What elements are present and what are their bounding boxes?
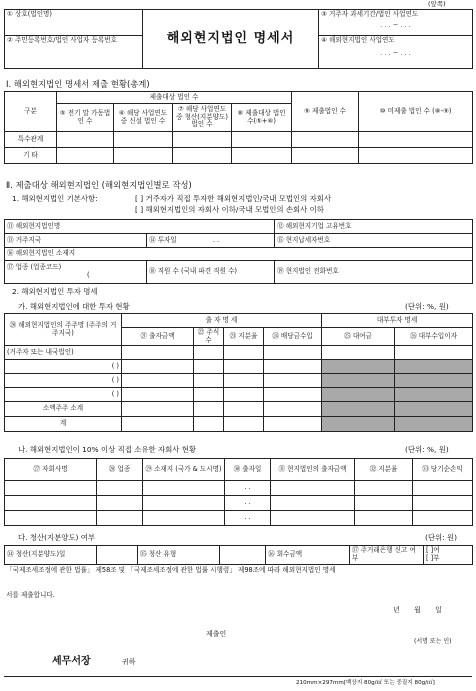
liquidation-unit: (단위: 원)	[425, 533, 458, 542]
cell[interactable]	[264, 388, 322, 402]
col-submitted: ⑨ 제출법인 수	[292, 92, 359, 132]
footer-divider	[4, 676, 472, 677]
cell[interactable]	[122, 374, 194, 388]
shaded-cell	[395, 402, 473, 417]
cell[interactable]	[97, 511, 143, 526]
col-subsidiary-name: ㉗ 자회사명	[5, 459, 97, 481]
cell[interactable]	[224, 402, 264, 417]
unique-id-field[interactable]: ⑫ 해외현지기업 고유번호	[275, 220, 473, 234]
shaded-cell	[395, 360, 473, 374]
col-contribution: ㉑ 출자금액	[122, 328, 194, 346]
col-sub-ownership: ㉜ 지분율	[355, 459, 413, 481]
row-related: 특수관계	[5, 132, 57, 148]
cell[interactable]	[264, 360, 322, 374]
date-line[interactable]: 년 월 일	[393, 606, 442, 614]
phone-field[interactable]: ⑲ 현지법인 전화번호	[275, 261, 473, 284]
cell[interactable]	[114, 132, 173, 148]
shaded-cell	[322, 374, 395, 388]
col-location: ㉙ 소재지 (국가 & 도시명)	[143, 459, 225, 481]
cell[interactable]	[395, 346, 473, 360]
col-target: ⑧ 제출대상 법인 수(⑤+⑥)	[232, 104, 292, 132]
shareholder-row-label: ( )	[5, 374, 122, 388]
basic-info-label: 1. 해외현지법인 기본사항:	[12, 194, 98, 203]
declaration-line-2: 서를 제출합니다.	[6, 591, 55, 599]
cell[interactable]	[114, 148, 173, 164]
cell[interactable]	[97, 546, 138, 565]
cell[interactable]	[359, 148, 473, 164]
form-title-cell	[143, 10, 319, 69]
minority-subtotal-label: 소액주주 소계	[5, 402, 122, 417]
liquidation-subheading: 다. 청산(지분양도) 여부	[18, 533, 96, 542]
col-liquidated: ⑦ 해당 사업연도 중 청산(지분양도) 법인 수	[173, 104, 232, 132]
shaded-cell	[322, 388, 395, 402]
date-cell[interactable]: . .	[225, 511, 271, 526]
target-count-group: 제출대상 법인 수	[57, 92, 292, 104]
cell[interactable]	[122, 360, 194, 374]
header-table	[4, 9, 473, 69]
total-label: 계	[5, 417, 122, 432]
col-loan: ㉕ 대여금	[322, 328, 395, 346]
yes-checkbox[interactable]: [ ]여	[426, 546, 440, 555]
cell[interactable]	[413, 511, 473, 526]
cell[interactable]	[224, 388, 264, 402]
cell[interactable]	[5, 511, 97, 526]
cell[interactable]	[194, 346, 224, 360]
col-shareholder: ⑳ 해외현지법인의 주주명 (주주의 거주지국)	[5, 314, 122, 346]
col-industry: ㉘ 업종	[97, 459, 143, 481]
subsidiary-unit: (단위: %, 원)	[405, 445, 449, 454]
cell[interactable]	[232, 132, 292, 148]
col-net-income: ㉝ 당기순손익	[413, 459, 473, 481]
location-field[interactable]: ⑯ 해외현지법인 소재지	[5, 248, 473, 261]
basic-info-table	[4, 219, 473, 284]
cell[interactable]	[271, 481, 355, 496]
cell[interactable]	[264, 374, 322, 388]
overseas-fiscal-year-field[interactable]: ④ 해외현지법인 사업연도 . . . ~ . . .	[319, 36, 473, 69]
cell[interactable]	[5, 481, 97, 496]
shaded-cell	[395, 388, 473, 402]
option-indirect[interactable]: [ ] 해외현지법인의 자회사 이하/국내 모법인의 손회사 이하	[135, 205, 324, 214]
subsidiary-table	[4, 458, 473, 526]
date-cell[interactable]: . .	[225, 481, 271, 496]
section-1-heading: Ⅰ. 해외현지법인 명세서 제출 현황(총계)	[6, 79, 150, 89]
subsidiary-subheading: 나. 해외현지법인이 10% 이상 직접 소유한 자회사 현황	[18, 445, 197, 454]
col-ownership: ㉓ 지분율	[224, 328, 264, 346]
cell[interactable]	[97, 496, 143, 511]
shaded-cell	[322, 360, 395, 374]
row-other: 기 타	[5, 148, 57, 164]
cell[interactable]	[264, 417, 322, 432]
liquidation-table	[4, 545, 473, 565]
cell[interactable]	[194, 402, 224, 417]
col-invest-date: ㉚ 출자일	[225, 459, 271, 481]
cell[interactable]	[224, 346, 264, 360]
cell[interactable]	[413, 496, 473, 511]
col-prior-active: ⑤ 전기 말 가동법인 수	[57, 104, 114, 132]
col-interest: ㉖ 대부수입이자	[395, 328, 473, 346]
cell[interactable]	[173, 148, 232, 164]
col-shares: ㉒ 주식 수	[194, 328, 224, 346]
shaded-cell	[395, 374, 473, 388]
cell[interactable]	[143, 511, 225, 526]
cell[interactable]	[355, 481, 413, 496]
no-checkbox[interactable]: [ ]부	[426, 554, 440, 562]
col-invest-amount: ㉛ 현지법인의 출자금액	[271, 459, 355, 481]
cell[interactable]	[143, 481, 225, 496]
loan-group: 대부투자 명세	[322, 314, 473, 328]
contribution-group: 출 자 명 세	[122, 314, 322, 328]
shaded-cell	[322, 402, 395, 417]
cell[interactable]	[57, 148, 114, 164]
cell[interactable]	[224, 417, 264, 432]
col-unsubmitted: ⑩ 미제출 법인 수 (⑧-⑨)	[359, 92, 473, 132]
cell[interactable]	[143, 496, 225, 511]
cell[interactable]	[292, 148, 359, 164]
section-2-heading: Ⅱ. 제출대상 해외현지법인 (해외현지법인별로 작성)	[6, 180, 192, 190]
cell[interactable]	[122, 417, 194, 432]
submitter-label: 제출인	[206, 630, 227, 638]
corner-label: (앞쪽)	[428, 0, 446, 8]
cell[interactable]	[271, 496, 355, 511]
signature-label[interactable]: (서명 또는 인)	[414, 638, 452, 645]
col-gubun: 구분	[5, 92, 57, 132]
cell[interactable]	[194, 417, 224, 432]
cell[interactable]	[232, 148, 292, 164]
investment-heading: 2. 해외현지법인 투자 명세	[12, 287, 98, 296]
cell[interactable]	[97, 481, 143, 496]
cell[interactable]	[292, 132, 359, 148]
bank-report-label: ㊲ 주거래은행 신고 여부	[350, 546, 424, 565]
investment-table	[4, 313, 473, 432]
shareholder-row-label: ( )	[5, 360, 122, 374]
cell[interactable]	[264, 346, 322, 360]
cell[interactable]	[122, 346, 194, 360]
honorific: 귀하	[122, 658, 136, 666]
option-direct[interactable]: [ ] 거주자가 직접 투자한 해외현지법인/국내 모법인의 자회사	[135, 194, 332, 203]
cell[interactable]	[57, 132, 114, 148]
cell[interactable]	[413, 481, 473, 496]
cell[interactable]	[122, 402, 194, 417]
cell[interactable]	[194, 360, 224, 374]
cell[interactable]	[224, 374, 264, 388]
investment-unit: (단위: %, 원)	[405, 302, 449, 311]
liquidation-date-field[interactable]: ㉞ 청산(지분양도)일	[5, 546, 97, 565]
cell[interactable]	[5, 496, 97, 511]
investment-date-field[interactable]: ⑭ 투자일 . .	[147, 234, 275, 248]
industry-field[interactable]: ⑰ 업종 (업종코드) (	[5, 261, 147, 284]
corp-name-field[interactable]: ⑪ 해외현지법인명	[5, 220, 275, 234]
registration-number-field[interactable]: ② 주민등록번호/법인 사업자 등록번호	[5, 36, 143, 69]
recovered-amount-field[interactable]: ㊱ 회수금액	[266, 546, 350, 565]
recipient: 세무서장	[52, 656, 91, 667]
employees-field[interactable]: ⑱ 직원 수 (국내 파견 직원 수)	[147, 261, 275, 284]
date-cell[interactable]: . .	[225, 496, 271, 511]
submission-summary-table	[4, 91, 473, 164]
cell[interactable]	[271, 511, 355, 526]
cell[interactable]	[194, 374, 224, 388]
residence-country-field[interactable]: ⑬ 거주지국	[5, 234, 147, 248]
shareholder-row-label: (거주자 또는 내국법인)	[5, 346, 122, 360]
paper-spec: 210mm×297mm[백상지 80g/㎡ 또는 중질지 80g/㎡]	[296, 680, 435, 686]
declaration-line-1: 「국제조세조정에 관한 법률」 제58조 및 「국제조세조정에 관한 법률 시행령」 제98조에 따라 해외현지법인 명세	[6, 566, 336, 574]
col-new: ⑥ 해당 사업연도 중 신설 법인 수	[114, 104, 173, 132]
bank-report-options[interactable]	[424, 546, 473, 565]
col-dividend: ㉔ 배당금수입	[264, 328, 322, 346]
form-title: 해외현지법인 명세서	[166, 30, 295, 46]
cell[interactable]	[122, 388, 194, 402]
liquidation-type-field[interactable]: ㉟ 청산 유형	[138, 546, 220, 565]
cell[interactable]	[264, 402, 322, 417]
investment-subheading: 가. 해외현지법인에 대한 투자 현황	[18, 302, 130, 311]
shaded-cell	[395, 417, 473, 432]
cell[interactable]	[355, 511, 413, 526]
cell[interactable]	[220, 546, 266, 565]
cell[interactable]	[355, 496, 413, 511]
cell[interactable]	[194, 388, 224, 402]
local-taxpayer-field[interactable]: ⑮ 현지납세자번호	[275, 234, 473, 248]
shaded-cell	[322, 417, 395, 432]
cell[interactable]	[359, 132, 473, 148]
tax-period-field[interactable]: ③ 거주자 과세기간/법인 사업연도 . . . ~ . . .	[319, 10, 473, 36]
cell[interactable]	[322, 346, 395, 360]
shareholder-row-label: ( )	[5, 388, 122, 402]
cell[interactable]	[224, 360, 264, 374]
cell[interactable]	[173, 132, 232, 148]
trade-name-field[interactable]: ① 상호(법인명)	[5, 10, 143, 36]
